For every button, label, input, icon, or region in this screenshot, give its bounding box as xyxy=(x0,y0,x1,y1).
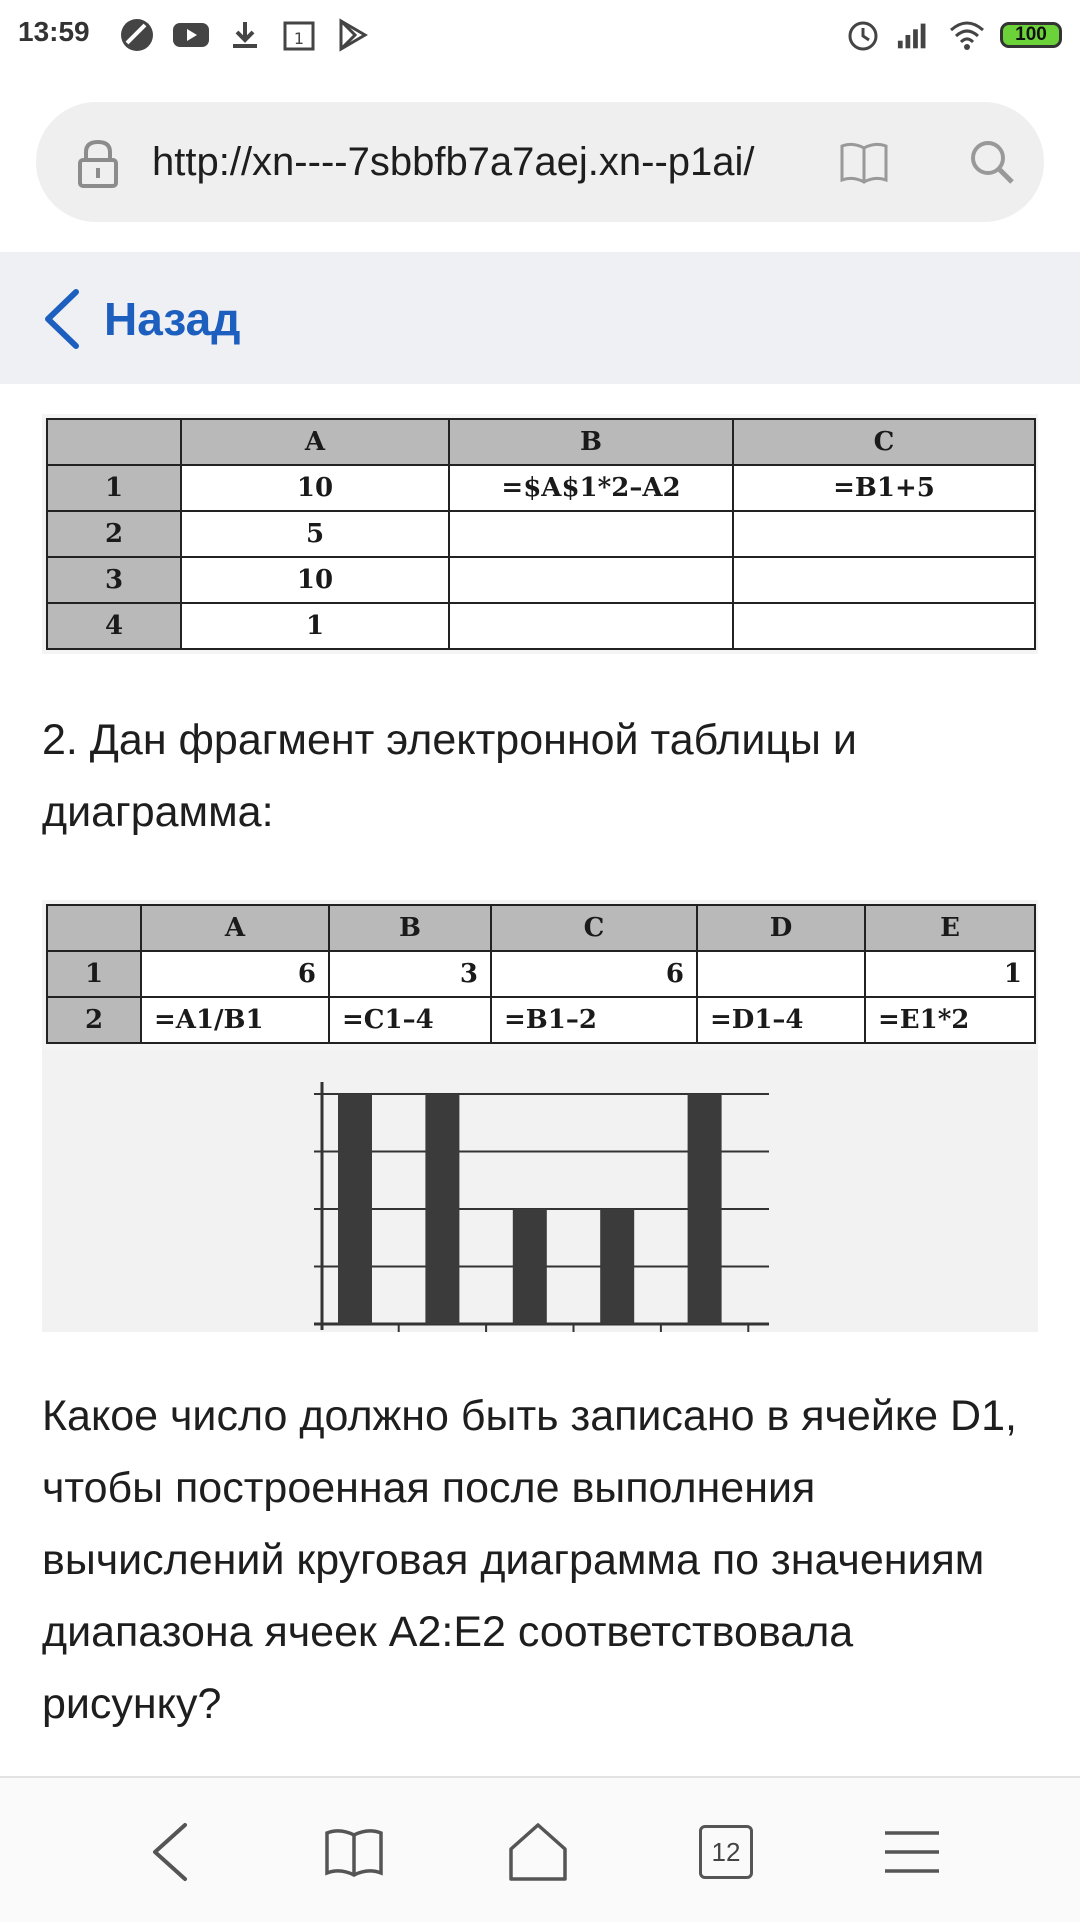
pie-app-icon xyxy=(118,16,156,54)
column-header: B xyxy=(449,419,733,465)
chart-bar xyxy=(425,1094,459,1324)
lock-icon[interactable] xyxy=(74,138,122,188)
column-header: E xyxy=(865,905,1035,951)
table-cell xyxy=(449,603,733,649)
spreadsheet-table-1 xyxy=(46,418,1036,650)
table-header-row xyxy=(47,905,1035,951)
table-cell: 10 xyxy=(181,465,449,511)
column-header: C xyxy=(491,905,697,951)
row-header: 3 xyxy=(47,557,181,603)
table-cell: =C1–4 xyxy=(329,997,491,1043)
bookmarks-icon[interactable] xyxy=(320,1818,388,1886)
page-header xyxy=(0,252,1080,384)
table-cell xyxy=(733,557,1035,603)
table-cell: 6 xyxy=(491,951,697,997)
alarm-icon xyxy=(844,16,882,54)
status-time: 13:59 xyxy=(18,16,90,47)
column-header: A xyxy=(181,419,449,465)
table-cell: =A1/B1 xyxy=(141,997,329,1043)
table-cell xyxy=(449,511,733,557)
table-row xyxy=(47,997,1035,1043)
table-cell: 1 xyxy=(181,603,449,649)
url-text[interactable]: http://xn----7sbbfb7a7aej.xn--p1ai/ xyxy=(152,140,755,184)
table-row xyxy=(47,465,1035,511)
task-2-heading: 2. Дан фрагмент электронной таблицы и диаграмма: xyxy=(42,716,857,836)
tabs-count[interactable]: 12 xyxy=(699,1825,753,1879)
nav-back-icon[interactable] xyxy=(136,1818,204,1886)
row-header: 2 xyxy=(47,997,141,1043)
table-cell: =E1*2 xyxy=(865,997,1035,1043)
table-row xyxy=(47,511,1035,557)
wifi-icon xyxy=(948,16,986,54)
row-header: 2 xyxy=(47,511,181,557)
chart-bar xyxy=(600,1209,634,1324)
table-header-row xyxy=(47,419,1035,465)
table-row xyxy=(47,951,1035,997)
address-bar[interactable] xyxy=(36,102,1044,222)
table-cell xyxy=(733,603,1035,649)
column-header: D xyxy=(697,905,865,951)
table-cell: =D1–4 xyxy=(697,997,865,1043)
table-cell xyxy=(697,951,865,997)
play-store-icon xyxy=(334,16,372,54)
notification-icons xyxy=(118,16,372,54)
column-header: C xyxy=(733,419,1035,465)
battery-indicator: 100 xyxy=(1000,22,1062,48)
chart-bar xyxy=(338,1094,372,1324)
back-link[interactable]: Назад xyxy=(104,293,241,345)
spreadsheet-image-2 xyxy=(42,900,1038,1052)
table-cell: 1 xyxy=(865,951,1035,997)
calendar-icon xyxy=(280,16,318,54)
table-cell: 10 xyxy=(181,557,449,603)
svg-text:1: 1 xyxy=(293,29,305,48)
row-header: 1 xyxy=(47,951,141,997)
column-header: A xyxy=(141,905,329,951)
corner-cell xyxy=(47,905,141,951)
table-cell xyxy=(733,511,1035,557)
column-header: B xyxy=(329,905,491,951)
bar-chart xyxy=(42,1050,1038,1332)
bar-chart-image xyxy=(42,1050,1038,1332)
table-cell: 5 xyxy=(181,511,449,557)
row-header: 4 xyxy=(47,603,181,649)
reader-mode-icon[interactable] xyxy=(838,138,890,186)
status-bar xyxy=(0,0,1080,72)
table-cell: 6 xyxy=(141,951,329,997)
table-row xyxy=(47,603,1035,649)
spreadsheet-table-2 xyxy=(46,904,1036,1044)
back-chevron-icon[interactable] xyxy=(40,288,84,350)
spreadsheet-image-1 xyxy=(42,414,1038,654)
download-icon xyxy=(226,16,264,54)
table-cell xyxy=(449,557,733,603)
table-cell: =B1–2 xyxy=(491,997,697,1043)
chart-bar xyxy=(513,1209,547,1324)
corner-cell xyxy=(47,419,181,465)
chart-bar xyxy=(688,1094,722,1324)
question-text: Какое число должно быть записано в ячейке D1, чтобы построенная после выполнения вычислений круговая диаграмма по значениям диапазона ячеек A2:E2 соответствовала рисунку? xyxy=(42,1392,1017,1728)
table-cell: 3 xyxy=(329,951,491,997)
home-icon[interactable] xyxy=(504,1818,572,1886)
table-row xyxy=(47,557,1035,603)
table-cell: =B1+5 xyxy=(733,465,1035,511)
search-icon[interactable] xyxy=(966,136,1018,188)
menu-icon[interactable] xyxy=(878,1818,946,1886)
system-icons xyxy=(844,16,1062,54)
signal-icon xyxy=(896,16,934,54)
row-header: 1 xyxy=(47,465,181,511)
bottom-navigation xyxy=(0,1776,1080,1922)
youtube-icon xyxy=(172,16,210,54)
table-cell: =$A$1*2–A2 xyxy=(449,465,733,511)
tabs-icon[interactable] xyxy=(692,1818,760,1886)
